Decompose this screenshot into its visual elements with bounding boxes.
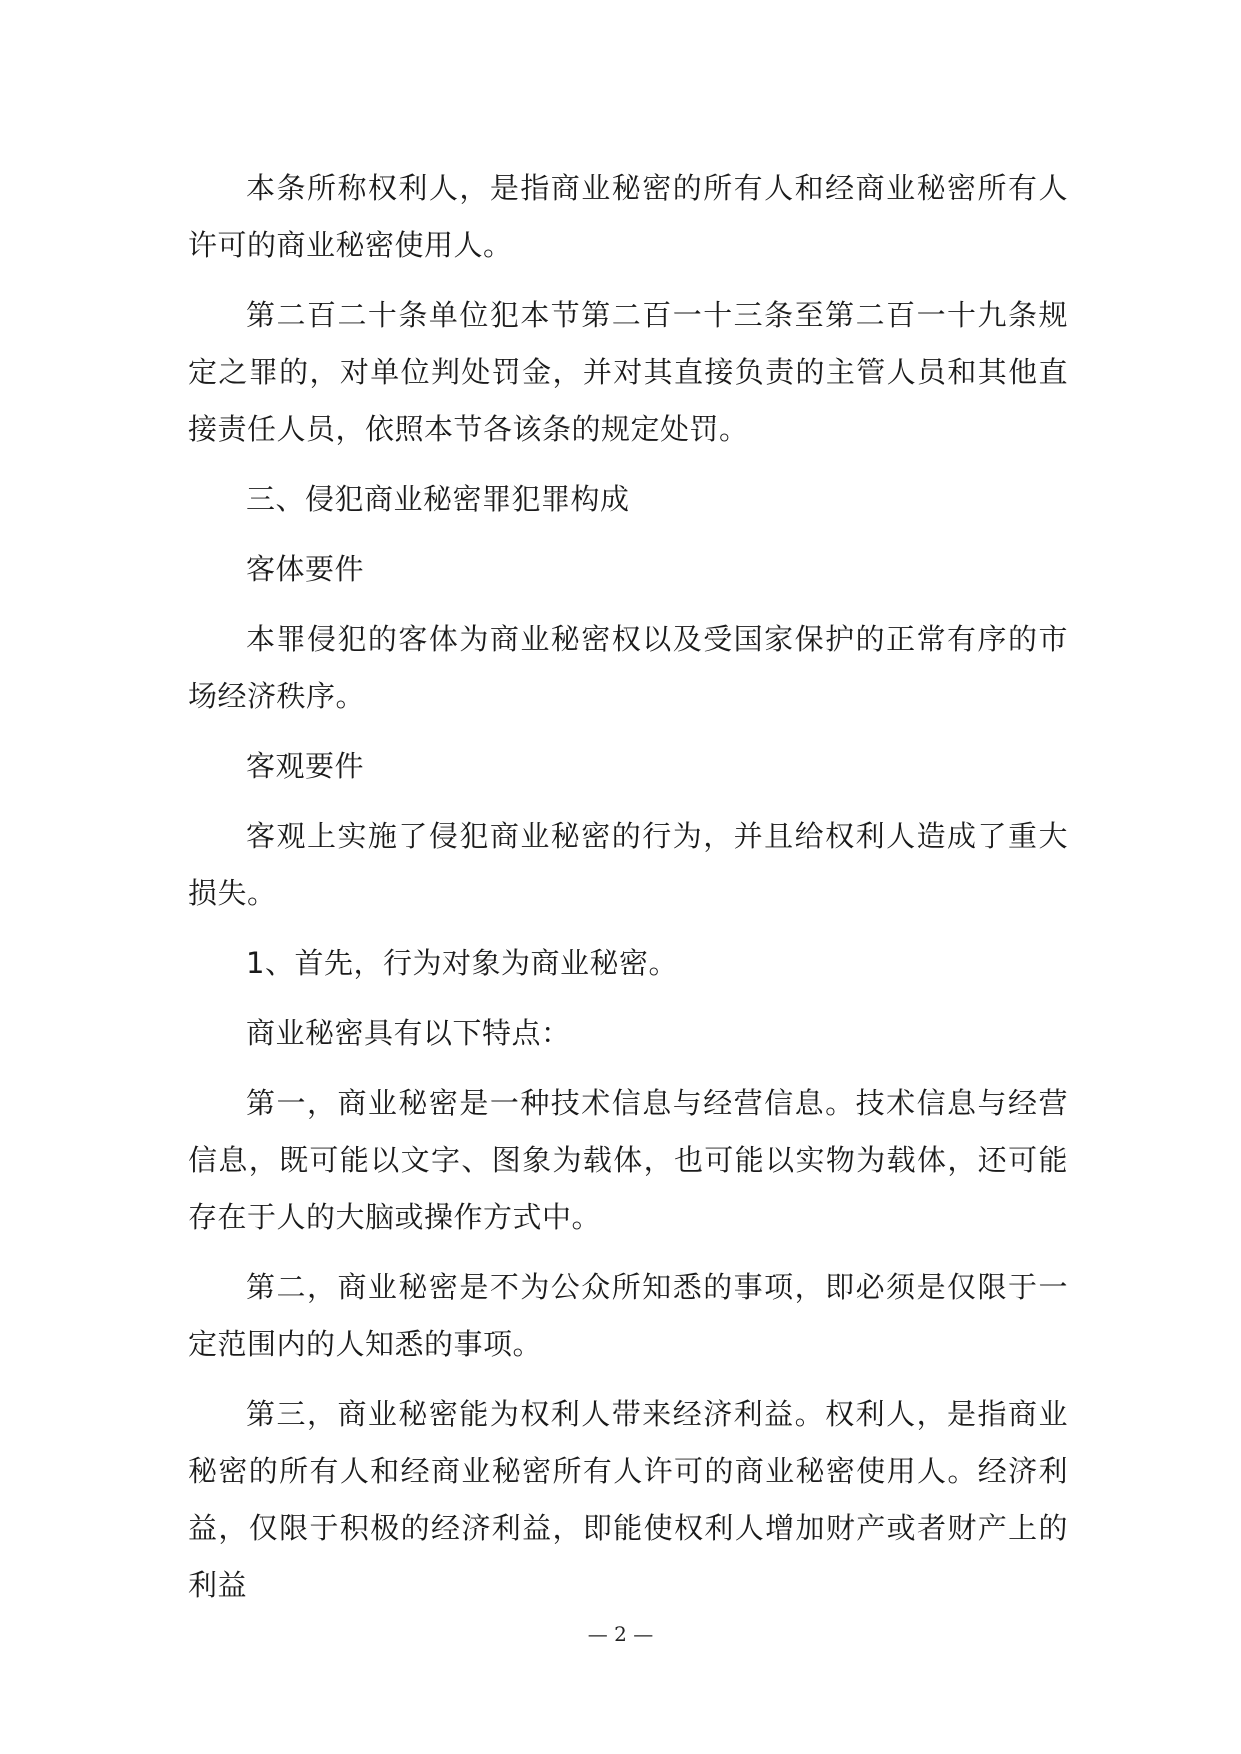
paragraph-feature-three: 第三，商业秘密能为权利人带来经济利益。权利人，是指商业秘密的所有人和经商业秘密所有人许可的商业秘密使用人。经济利益，仅限于积极的经济利益，即能使权利人增加财产或者财产上的利益 xyxy=(188,1397,1068,1602)
paragraph-objective-element: 客观上实施了侵犯商业秘密的行为，并且给权利人造成了重大损失。 xyxy=(188,819,1068,910)
subheading-objective-element: 客观要件 xyxy=(246,749,365,783)
paragraph-trade-secret-features-intro: 商业秘密具有以下特点： xyxy=(246,1016,571,1050)
paragraph-article-220: 第二百二十条单位犯本节第二百一十三条至第二百一十九条规定之罪的，对单位判处罚金，并对其直接负责的主管人员和其他直接责任人员，依照本节各该条的规定处罚。 xyxy=(188,298,1068,446)
subheading-object-element: 客体要件 xyxy=(246,552,365,586)
document-body xyxy=(188,160,1068,1627)
paragraph-feature-two: 第二，商业秘密是不为公众所知悉的事项，即必须是仅限于一定范围内的人知悉的事项。 xyxy=(188,1270,1068,1361)
section-heading-crime-composition: 三、侵犯商业秘密罪犯罪构成 xyxy=(246,482,630,516)
paragraph-object-element: 本罪侵犯的客体为商业秘密权以及受国家保护的正常有序的市场经济秩序。 xyxy=(188,622,1068,713)
list-item-behavior-object: 1、首先，行为对象为商业秘密。 xyxy=(246,946,678,980)
page-number: — 2 — xyxy=(587,1622,654,1646)
paragraph-rights-holder-definition: 本条所称权利人，是指商业秘密的所有人和经商业秘密所有人许可的商业秘密使用人。 xyxy=(188,171,1068,262)
paragraph-feature-one: 第一，商业秘密是一种技术信息与经营信息。技术信息与经营信息，既可能以文字、图象为载体，也可能以实物为载体，还可能存在于人的大脑或操作方式中。 xyxy=(188,1086,1068,1234)
